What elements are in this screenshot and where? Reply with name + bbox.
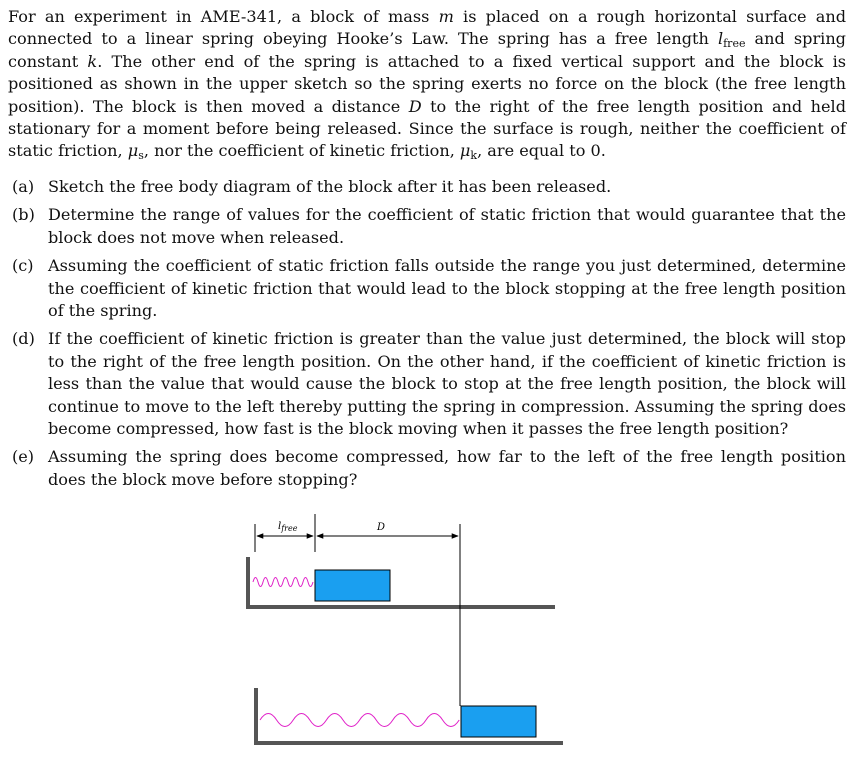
lower-spring — [260, 714, 459, 727]
problem-statement — [8, 6, 846, 163]
free-length-label: $l_{free}$ — [278, 521, 298, 533]
intro-text: , are equal to 0. — [477, 141, 606, 161]
part-text: If the coefficient of kinetic friction is greater than the value just determined, the block will stop to the right of the free length position. On the other hand, if the coefficient of kinetic friction is less than the value that would cause the block to stop at the free length position, the block will continue to move to the left thereby putting the spring in compression. Assuming the spring does become compressed, how fast is the block moving when it passes the free length position? — [48, 329, 846, 439]
symbol-mu-kinetic-subscript: k — [470, 149, 478, 163]
question-parts-list — [12, 176, 846, 497]
question-part-a — [12, 176, 846, 198]
part-label: (e) — [12, 447, 35, 467]
intro-text: to the right of the free length position and held stationary for a moment before being released. Since the surface is rough, neither the coefficient of static friction, — [8, 96, 847, 161]
part-label: (d) — [12, 329, 35, 349]
question-part-c — [12, 255, 846, 322]
upper-support — [248, 557, 555, 607]
question-part-e — [12, 446, 846, 491]
symbol-mu-kinetic: μ — [459, 141, 471, 161]
part-label: (a) — [12, 177, 35, 196]
part-text: Assuming the spring does become compressed, how far to the left of the free length position does the block move before stopping? — [48, 447, 846, 489]
intro-text: . The other end of the spring is attached to a fixed vertical support and the block is positioned as shown in the upper sketch so the spring exerts no force on the block (the free length position). The block is then moved a distance — [8, 51, 846, 116]
lower-block — [461, 706, 536, 737]
part-label: (c) — [12, 256, 34, 276]
part-text: Sketch the free body diagram of the block after it has been released. — [48, 177, 612, 196]
symbol-spring-constant: k — [87, 51, 98, 71]
symbol-mu-static: μ — [127, 141, 139, 161]
spring-block-diagram — [240, 512, 580, 752]
intro-text: is placed on a rough horizontal surface and connected to a linear spring obeying Hooke’s Law. The spring has a free length — [8, 7, 846, 49]
distance-label: D — [377, 522, 386, 533]
symbol-mu-static-subscript: s — [138, 149, 144, 163]
intro-text: and spring constant — [8, 29, 846, 71]
symbol-free-length-subscript: free — [723, 37, 746, 51]
question-part-d — [12, 328, 846, 440]
part-label: (b) — [12, 205, 35, 225]
symbol-distance: D — [408, 96, 422, 116]
intro-text: For an experiment in AME-341, a block of mass — [8, 7, 439, 26]
intro-text: , nor the coefficient of kinetic friction, — [143, 141, 460, 161]
spring-block-figure — [240, 512, 580, 752]
symbol-mass: m — [438, 7, 454, 26]
question-part-b — [12, 204, 846, 249]
upper-spring — [253, 578, 313, 587]
part-text: Assuming the coefficient of static friction falls outside the range you just determined, determine the coefficient of kinetic friction that would lead to the block stopping at the free length position of the spring. — [48, 256, 846, 321]
upper-block — [315, 570, 390, 601]
symbol-free-length: l — [717, 29, 724, 49]
part-text: Determine the range of values for the coefficient of static friction that would guarantee that the block does not move when released. — [48, 205, 846, 247]
